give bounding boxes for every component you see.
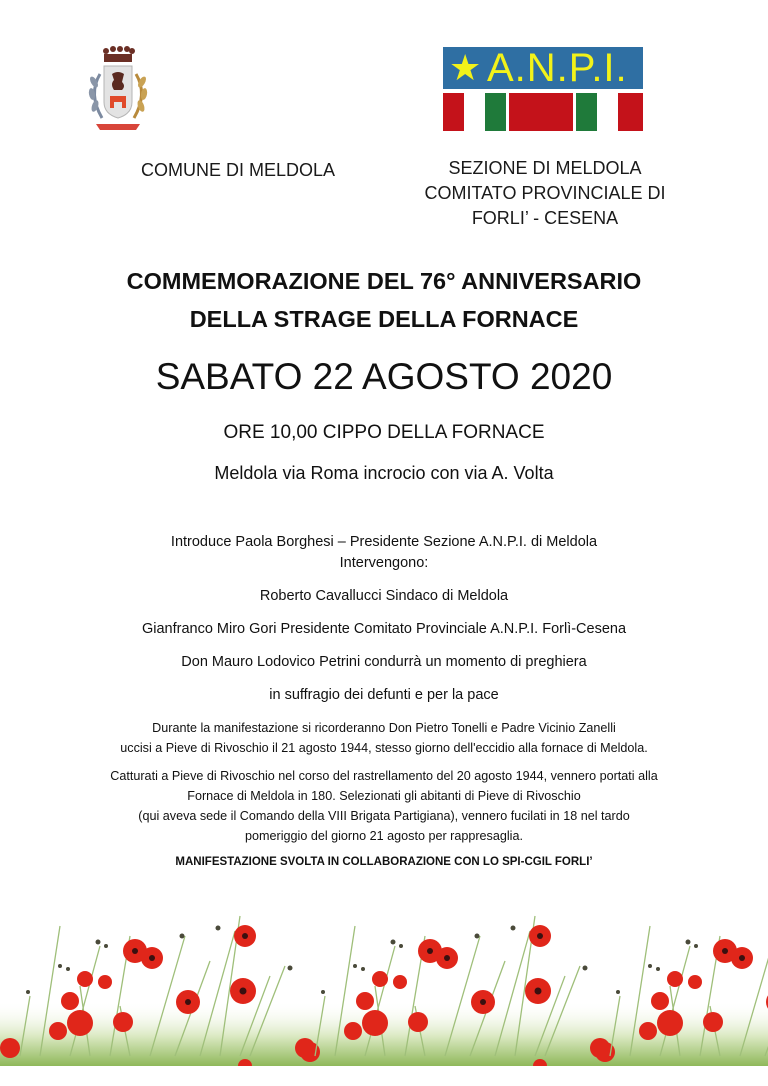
italian-flag-bars	[443, 93, 643, 131]
poppy-field-icon	[0, 906, 768, 1066]
speaker-line: Gianfranco Miro Gori Presidente Comitato Provinciale A.N.P.I. Forlì-Cesena	[141, 621, 627, 637]
anpi-logo-text: A.N.P.I.	[487, 46, 628, 90]
speakers-label: Intervengono:	[339, 555, 429, 571]
caption-line: FORLI’ - CESENA	[471, 208, 619, 228]
comune-caption: COMUNE DI MELDOLA	[140, 160, 336, 180]
event-date: SABATO 22 AGOSTO 2020	[155, 356, 613, 397]
crown-icon	[103, 46, 135, 62]
paragraph-line: Fornace di Meldola in 180. Selezionati gli abitanti di Pieve di Rivoschio	[187, 789, 581, 803]
event-address: Meldola via Roma incrocio con via A. Volta	[214, 463, 554, 483]
event-title	[40, 262, 728, 338]
paragraph-line: Durante la manifestazione si ricorderanno Don Pietro Tonelli e Padre Vicinio Zanelli	[152, 721, 616, 735]
paragraph-line: pomeriggio del giorno 21 agosto per rappresaglia.	[245, 829, 523, 843]
anpi-logo	[443, 47, 643, 133]
paragraph-line: (qui aveva sede il Comando della VIII Brigata Partigiana), vennero fucilati in 18 nel tardo	[138, 809, 630, 823]
speaker-line: Roberto Cavallucci Sindaco di Meldola	[259, 588, 509, 604]
intro-line: Introduce Paola Borghesi – Presidente Sezione A.N.P.I. di Meldola	[170, 534, 598, 550]
poppies-banner-image	[0, 906, 768, 1066]
star-icon: ★	[449, 47, 482, 88]
title-line: DELLA STRAGE DELLA FORNACE	[189, 306, 579, 332]
caption-line: COMITATO PROVINCIALE DI	[424, 183, 666, 203]
paragraph-line: Catturati a Pieve di Rivoschio nel corso del rastrellamento del 20 agosto 1944, vennero portati alla	[110, 769, 658, 783]
history-paragraph	[30, 766, 738, 846]
speaker-line: Don Mauro Lodovico Petrini condurrà un momento di preghiera	[181, 654, 587, 670]
speaker-line: in suffragio dei defunti e per la pace	[269, 687, 499, 703]
paragraph-line: uccisi a Pieve di Rivoschio il 21 agosto 1944, stesso giorno dell'eccidio alla fornace di Meldola.	[120, 741, 648, 755]
coat-of-arms-logo	[80, 44, 156, 142]
collaboration-note: MANIFESTAZIONE SVOLTA IN COLLABORAZIONE CON LO SPI-CGIL FORLI’	[175, 856, 593, 868]
anpi-section-caption	[400, 156, 690, 231]
memorial-paragraph	[30, 718, 738, 758]
title-line: COMMEMORAZIONE DEL 76° ANNIVERSARIO	[126, 268, 642, 294]
anpi-logo-band	[443, 47, 643, 89]
caption-line: SEZIONE DI MELDOLA	[448, 158, 642, 178]
program-section	[40, 532, 728, 706]
event-time-place: ORE 10,00 CIPPO DELLA FORNACE	[223, 422, 545, 443]
